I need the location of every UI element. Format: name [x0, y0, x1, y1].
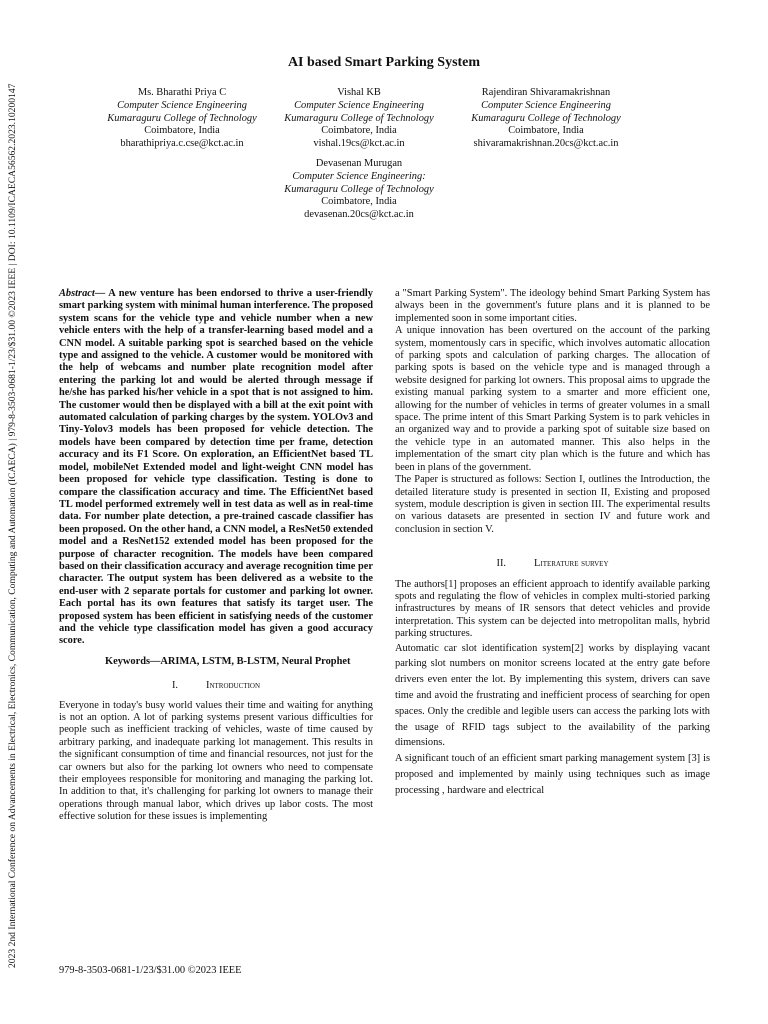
- body-paragraph: The Paper is structured as follows: Section I, outlines the Introduction, the detailed literature study is presented in section II, Existing and proposed system, module description is given in section III. The experimental results on various datasets are presented in section IV and future work and conclusion in section V.: [395, 474, 710, 535]
- right-column: [395, 288, 710, 799]
- author-block-4: [259, 158, 459, 222]
- author-name: Devasenan Murugan: [315, 158, 403, 169]
- author-college: Kumaraguru College of Technology: [284, 112, 434, 124]
- conference-sidebar: [3, 58, 23, 968]
- author-location: Coimbatore, India: [508, 125, 584, 137]
- author-college: Kumaraguru College of Technology: [107, 112, 257, 124]
- author-block-2: [259, 87, 459, 151]
- author-dept: Computer Science Engineering: [294, 99, 424, 111]
- literature-paragraph: A significant touch of an efficient smart parking management system [3] is proposed and implemented by mainly using techniques such as image processing , hardware and electrical: [395, 753, 710, 796]
- abstract-label: Abstract: [59, 288, 95, 299]
- author-college: Kumaraguru College of Technology: [284, 183, 434, 195]
- section-heading-literature-survey: [395, 558, 710, 570]
- section-title: Literature survey: [534, 558, 609, 570]
- abstract-text: — A new venture has been endorsed to thrive a user-friendly smart parking system with minimal human interference. The proposed system scans for the vehicle type and vehicle number when a new vehicle enters with the help of a transfer-learning based model and a CNN model. A suitable parking spot is searched based on the vehicle type and assigned to the vehicle. A customer would be monitored with the help of webcams and number plate recognition model after entering the parking lot and would be alerted through message if he/she has parked his/her vehicle in a spot that is not assigned to him. The customer would then be displayed with a bill at the exit point with automated calculation of parking charges by the system. YOLOv3 and Tiny-Yolov3 models has been proposed for vehicle detection. The models have been compared by detection time per frame, detection accuracy and its F1 Score. On exploration, an EfficientNet based TL model, mobileNet Extended model and light-weight CNN model has been proposed for vehicle type classification. Testing is done to compare the classification accuracy and time. The EfficientNet based TL model performed extremely well in test data as well as in real-time data. For number plate detection, a pre-trained cascade classifier has been proposed. On the other hand, a CNN model, a ResNet50 extended model and a ResNet152 extended model has been proposed for the purpose of character recognition. The models have been compared based on their classification accuracy and average recognition time per character. The output system has been delivered as a website to the end-user with 2 separate portals for customer and parking lot owner. Each portal has its own features that satisfy its target user. The proposed system has been efficient in satisfying needs of the customer and the vehicle type classification model has given a good accuracy score.: [59, 288, 373, 647]
- paper-title: AI based Smart Parking System: [287, 55, 481, 70]
- author-name: Rajendiran Shivaramakrishnan: [481, 87, 611, 98]
- author-dept: Computer Science Engineering: [117, 99, 247, 111]
- author-email: devasenan.20cs@kct.ac.in: [304, 209, 414, 221]
- section-heading-introduction: [59, 680, 373, 692]
- conference-citation: 2023 2nd International Conference on Advancements in Electrical, Electronics, Communication, Computing and Automation (ICAECA) | 979-8-3503-0681-1/23/$31.00 ©2023 IEEE | DOI: 10.1109/ICAECA56562.2023.10200147: [7, 83, 18, 968]
- author-block-3: [440, 87, 652, 151]
- author-email: vishal.19cs@kct.ac.in: [313, 138, 405, 150]
- author-college: Kumaraguru College of Technology: [471, 112, 621, 124]
- author-location: Coimbatore, India: [321, 125, 397, 137]
- copyright-footer: 979-8-3503-0681-1/23/$31.00 ©2023 IEEE: [59, 965, 242, 976]
- literature-paragraph: Automatic car slot identification system[2] works by displaying vacant parking slot numbers on monitor screens located at the entry gate before drivers even enter the lot. By implementing this system, drivers can save time and avoid the frustrating and inefficient process of searching for open spaces. Only the credible and legible users can access the parking lots with the usage of RFID tags subject to the availability of the parking dimensions.: [395, 642, 710, 749]
- left-column: [59, 288, 373, 824]
- section-title: Introduction: [206, 680, 261, 692]
- body-paragraph: a "Smart Parking System". The ideology behind Smart Parking System has always been in the government's future plans and it is planned to be implemented soon in some important cities.: [395, 288, 710, 324]
- author-dept: Computer Science Engineering: [481, 99, 611, 111]
- author-email: shivaramakrishnan.20cs@kct.ac.in: [473, 138, 619, 150]
- author-email: bharathipriya.c.cse@kct.ac.in: [120, 138, 244, 150]
- author-name: Ms. Bharathi Priya C: [137, 87, 227, 98]
- introduction-paragraph: Everyone in today's busy world values their time and waiting for anything is not an option. A lot of parking systems present various difficulties for people such as inefficient tracking of vehicles, waste of time caused by arbitrary parking, and inadequate parking lot management. This results in the significant consumption of time and financial resources, not just for the car owners but also for the parking lot owners who need to compensate their employees responsible for monitoring and managing the parking lot. In addition to that, it's challenging for parking lot owners to manage their operations through manual labor, which drives up labor costs. The most effective solution for these issues is implementing: [59, 699, 373, 823]
- author-location: Coimbatore, India: [321, 196, 397, 208]
- author-name: Vishal KB: [337, 87, 381, 98]
- author-location: Coimbatore, India: [144, 125, 220, 137]
- abstract: [59, 288, 373, 648]
- body-paragraph: A unique innovation has been overtured on the account of the parking system, momentously cars in specific, which involves automatic allocation of parking spots and calculation of parking charges. The allocation of parking spots is based on the vehicle type and is managed through a website designed for parking lot owners. This proposal aims to upgrade the existing manual parking system to a smarter and more efficient one, allowing for the number of vehicles in terms of greater volumes in a small space. The prime intent of this Smart Parking System is to park vehicles in an organized way and to provide a parking spot of suitable size based on the vehicle type in an automated manner. This also helps in the implementation of the smart city plan which is the future and which has been in plans of the government.: [395, 325, 710, 473]
- literature-paragraph: The authors[1] proposes an efficient approach to identify available parking spots and regulating the flow of vehicles in complex multi-storied parking infrastructures by means of IR sensors that detect vehicles and provide interpretation. This system can be dejected into metropolitan malls, hybrid parking structures.: [395, 578, 710, 640]
- section-number: II.: [496, 558, 507, 570]
- author-dept: Computer Science Engineering:: [292, 170, 426, 182]
- keywords: Keywords—ARIMA, LSTM, B-LSTM, Neural Prophet: [105, 655, 351, 667]
- section-number: I.: [171, 680, 179, 692]
